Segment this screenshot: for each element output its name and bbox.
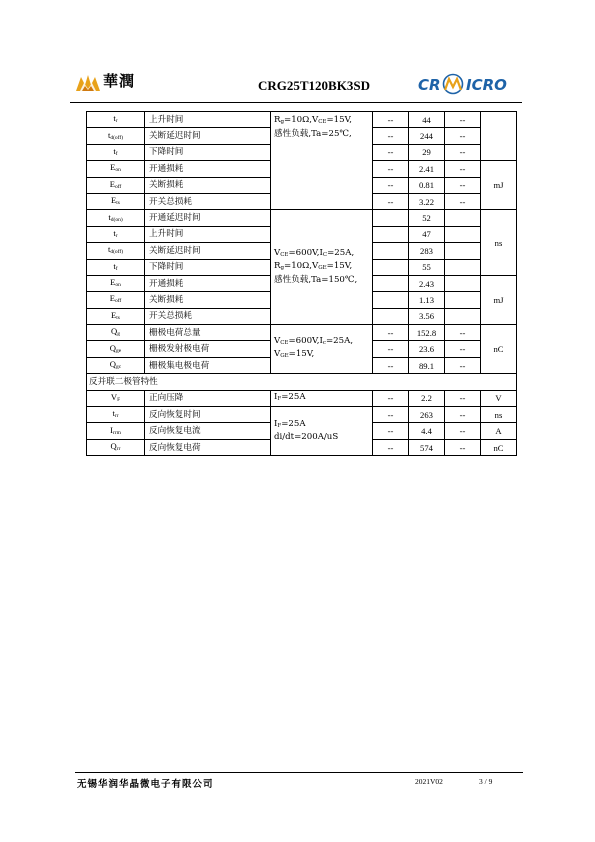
test-condition-group-3: $V_{CE}=600V,I_c=25A$, $V_{GE}=15V$, xyxy=(271,325,373,374)
symbol-cell: $E_{ts}$ xyxy=(87,308,145,324)
max-value: -- xyxy=(445,144,481,160)
parameter-name: 反向恢复时间 xyxy=(145,407,271,423)
symbol-cell: $E_{off}$ xyxy=(87,177,145,193)
max-value xyxy=(445,243,481,259)
svg-text:ICRO: ICRO xyxy=(466,76,507,94)
test-condition-group-1: $R_g=10\Omega,V_{CE}=15V$, 感性负载,Ta=25℃, xyxy=(271,112,373,210)
typ-value: 55 xyxy=(409,259,445,275)
crmicro-logo-icon xyxy=(416,70,516,98)
unit-cell xyxy=(481,112,517,161)
page-header xyxy=(70,66,522,103)
cr-mark-icon xyxy=(76,71,100,91)
max-value xyxy=(445,226,481,242)
min-value xyxy=(373,275,409,291)
max-value xyxy=(445,292,481,308)
typ-value: 29 xyxy=(409,144,445,160)
unit-cell: ns xyxy=(481,210,517,276)
document-version: 2021V02 xyxy=(415,777,443,786)
diode-section-title: 反并联二极管特性 xyxy=(87,374,517,390)
max-value: -- xyxy=(445,341,481,357)
parameter-name: 开通延迟时间 xyxy=(145,210,271,226)
symbol-cell: $Q_{gc}$ xyxy=(87,357,145,373)
min-value xyxy=(373,308,409,324)
cr-logo xyxy=(76,70,135,91)
max-value xyxy=(445,275,481,291)
parameter-name: 开关总损耗 xyxy=(145,308,271,324)
parameter-name: 关断损耗 xyxy=(145,292,271,308)
table-row xyxy=(87,407,517,423)
min-value: -- xyxy=(373,390,409,406)
max-value: -- xyxy=(445,193,481,209)
min-value: -- xyxy=(373,439,409,455)
symbol-cell: $E_{on}$ xyxy=(87,275,145,291)
max-value: -- xyxy=(445,128,481,144)
test-condition-recovery: $I_F=25A$ di/dt=200A/uS xyxy=(271,407,373,456)
min-value: -- xyxy=(373,407,409,423)
section-header-row xyxy=(87,374,517,390)
parameter-name: 正向压降 xyxy=(145,390,271,406)
symbol-cell: $t_r$ xyxy=(87,226,145,242)
min-value: -- xyxy=(373,341,409,357)
symbol-cell: $Q_{ge}$ xyxy=(87,341,145,357)
parameter-name: 上升时间 xyxy=(145,226,271,242)
typ-value: 23.6 xyxy=(409,341,445,357)
parameter-name: 下降时间 xyxy=(145,259,271,275)
typ-value: 2.2 xyxy=(409,390,445,406)
max-value xyxy=(445,308,481,324)
symbol-cell: $t_r$ xyxy=(87,112,145,128)
typ-value: 47 xyxy=(409,226,445,242)
typ-value: 2.43 xyxy=(409,275,445,291)
page-footer xyxy=(75,772,523,789)
min-value: -- xyxy=(373,161,409,177)
min-value: -- xyxy=(373,144,409,160)
test-condition-group-2: $V_{CE}=600V,I_C=25A$, $R_g=10\Omega,V_{GE}=15V$, 感性负载,Ta=150℃, xyxy=(271,210,373,325)
max-value xyxy=(445,210,481,226)
brand-chinese-name: 華潤 xyxy=(103,72,136,90)
typ-value: 263 xyxy=(409,407,445,423)
symbol-cell: $t_f$ xyxy=(87,144,145,160)
parameter-name: 栅极电荷总量 xyxy=(145,325,271,341)
typ-value: 3.56 xyxy=(409,308,445,324)
symbol-cell: $E_{on}$ xyxy=(87,161,145,177)
symbol-cell: $E_{off}$ xyxy=(87,292,145,308)
max-value: -- xyxy=(445,161,481,177)
parameter-name: 开通损耗 xyxy=(145,161,271,177)
test-condition-vf: $I_F=25A$ xyxy=(271,390,373,406)
company-name: 无锡华润华晶微电子有限公司 xyxy=(77,779,214,790)
electrical-characteristics-table xyxy=(86,111,517,456)
parameter-name: 下降时间 xyxy=(145,144,271,160)
max-value: -- xyxy=(445,357,481,373)
typ-value: 283 xyxy=(409,243,445,259)
unit-cell: nC xyxy=(481,325,517,374)
document-title: CRG25T120BK3SD xyxy=(258,78,370,93)
min-value: -- xyxy=(373,177,409,193)
parameter-name: 关断延迟时间 xyxy=(145,128,271,144)
parameter-name: 栅极集电极电荷 xyxy=(145,357,271,373)
max-value: -- xyxy=(445,177,481,193)
typ-value: 44 xyxy=(409,112,445,128)
symbol-cell: $V_F$ xyxy=(87,390,145,406)
unit-cell: mJ xyxy=(481,275,517,324)
max-value: -- xyxy=(445,390,481,406)
parameter-name: 开关总损耗 xyxy=(145,193,271,209)
typ-value: 0.81 xyxy=(409,177,445,193)
symbol-cell: $t_{d(off)}$ xyxy=(87,128,145,144)
unit-cell: nC xyxy=(481,439,517,455)
typ-value: 52 xyxy=(409,210,445,226)
symbol-cell: $t_{rr}$ xyxy=(87,407,145,423)
table-row xyxy=(87,390,517,406)
parameter-name: 关断损耗 xyxy=(145,177,271,193)
symbol-cell: $t_{d(off)}$ xyxy=(87,243,145,259)
symbol-cell: $Q_{rr}$ xyxy=(87,439,145,455)
typ-value: 574 xyxy=(409,439,445,455)
min-value: -- xyxy=(373,357,409,373)
table-row xyxy=(87,210,517,226)
typ-value: 1.13 xyxy=(409,292,445,308)
typ-value: 152.8 xyxy=(409,325,445,341)
min-value xyxy=(373,226,409,242)
unit-cell: A xyxy=(481,423,517,439)
page-number: 3 / 9 xyxy=(479,777,493,786)
unit-cell: ns xyxy=(481,407,517,423)
min-value xyxy=(373,210,409,226)
parameter-name: 关断延迟时间 xyxy=(145,243,271,259)
min-value xyxy=(373,259,409,275)
typ-value: 89.1 xyxy=(409,357,445,373)
max-value: -- xyxy=(445,112,481,128)
table-row xyxy=(87,112,517,128)
typ-value: 4.4 xyxy=(409,423,445,439)
max-value: -- xyxy=(445,325,481,341)
max-value xyxy=(445,259,481,275)
symbol-cell: $I_{rrm}$ xyxy=(87,423,145,439)
typ-value: 3.22 xyxy=(409,193,445,209)
svg-text:CR: CR xyxy=(418,76,441,94)
max-value: -- xyxy=(445,423,481,439)
parameter-name: 栅极发射极电荷 xyxy=(145,341,271,357)
parameter-name: 反向恢复电荷 xyxy=(145,439,271,455)
typ-value: 2.41 xyxy=(409,161,445,177)
symbol-cell: $t_f$ xyxy=(87,259,145,275)
unit-cell: mJ xyxy=(481,161,517,210)
parameter-name: 开通损耗 xyxy=(145,275,271,291)
min-value: -- xyxy=(373,112,409,128)
max-value: -- xyxy=(445,439,481,455)
min-value: -- xyxy=(373,193,409,209)
min-value: -- xyxy=(373,325,409,341)
min-value: -- xyxy=(373,128,409,144)
unit-cell: V xyxy=(481,390,517,406)
parameter-name: 上升时间 xyxy=(145,112,271,128)
symbol-cell: $E_{ts}$ xyxy=(87,193,145,209)
min-value xyxy=(373,292,409,308)
max-value: -- xyxy=(445,407,481,423)
parameter-name: 反向恢复电流 xyxy=(145,423,271,439)
table-row xyxy=(87,325,517,341)
min-value xyxy=(373,243,409,259)
min-value: -- xyxy=(373,423,409,439)
symbol-cell: $Q_g$ xyxy=(87,325,145,341)
typ-value: 244 xyxy=(409,128,445,144)
symbol-cell: $t_{d(on)}$ xyxy=(87,210,145,226)
